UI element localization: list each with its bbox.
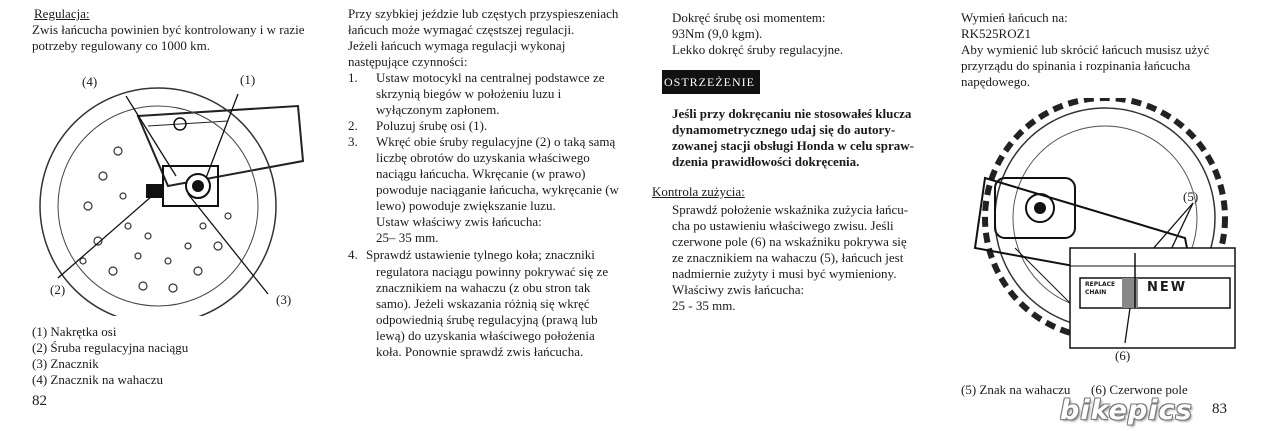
legend-item-4: (4) Znacznik na wahaczu — [32, 372, 164, 387]
callout-5: (5) — [1183, 189, 1199, 204]
step-4-line: samo). Jeżeli wskazania różnią się wkręć — [376, 296, 590, 311]
column-instructions — [344, 0, 622, 431]
torque-line-3: Lekko dokręć śruby regulacyjne. — [672, 42, 844, 57]
legend-item-6: (6) Czerwone pole — [1091, 382, 1188, 397]
col2-intro-4: następujące czynności: — [348, 54, 468, 69]
step-4-line: znacznikiem na wahaczu (z obu stron tak — [376, 280, 591, 295]
wear-text-line: 25 - 35 mm. — [672, 298, 736, 313]
gauge-label-replace: REPLACE — [1085, 281, 1116, 288]
replace-line-1: Wymień łańcuch na: — [961, 10, 1068, 25]
watermark-logo: bikepics — [1060, 395, 1193, 426]
col2-intro-1: Przy szybkiej jeździe lub częstych przyspieszeniach — [348, 6, 619, 21]
gauge-label-chain: CHAIN — [1085, 289, 1107, 296]
column-torque-warning — [648, 0, 920, 431]
wear-text-line: nadmiernie zużyty i musi być wymieniony. — [672, 266, 897, 281]
replace-line-3: Aby wymienić lub skrócić łańcuch musisz użyć — [961, 42, 1210, 57]
replace-line-4: przyrządu do spinania i rozpinania łańcucha — [961, 58, 1191, 73]
warning-text-line: dzenia prawidłowości dokręcenia. — [672, 154, 860, 169]
column-left — [28, 0, 318, 431]
step-1-line: skrzynią biegów w położeniu luzu i — [376, 86, 562, 101]
step-1-number: 1. — [348, 70, 358, 85]
warning-text-line: zowanej stacji obsługi Honda w celu spraw- — [672, 138, 914, 153]
wear-text-line: Właściwy zwis łańcucha: — [672, 282, 805, 297]
section-heading-regulation: Regulacja: — [34, 6, 90, 21]
step-4-number: 4. — [348, 247, 358, 262]
step-4-line: lewą) do uzyskania właściwego położenia — [376, 328, 595, 343]
step-3-line: Wkręć obie śruby regulacyjne (2) o taką samą — [376, 134, 616, 149]
wear-text-line: ze znacznikiem na wahaczu (5), łańcuch jest — [672, 250, 904, 265]
column-right — [955, 0, 1245, 431]
step-1-line: wyłączonym zapłonem. — [376, 102, 500, 117]
step-3-line: liczbę obrotów do uzyskania właściwego — [376, 150, 590, 165]
step-1-line: Ustaw motocykl na centralnej podstawce ze — [376, 70, 605, 85]
replace-line-5: napędowego. — [961, 74, 1030, 89]
warning-text-line: Jeśli przy dokręcaniu nie stosowałeś klucza — [672, 106, 912, 121]
legend-item-3: (3) Znacznik — [32, 356, 99, 371]
step-4-line: regulatora naciągu powinny pokrywać się ze — [376, 264, 609, 279]
col2-intro-3: Jeżeli łańcuch wymaga regulacji wykonaj — [348, 38, 566, 53]
warning-text-line: dynamometrycznego udaj się do autory- — [672, 122, 896, 137]
step-3-line: naciągu łańcucha. Wkręcanie (w prawo) — [376, 166, 586, 181]
callout-6: (6) — [1115, 348, 1131, 363]
wear-text-line: czerwone pole (6) na wskaźniku pokrywa się — [672, 234, 907, 249]
chain-wear-indicator-illustration — [955, 98, 1245, 368]
intro-line-2: potrzeby regulowany co 1000 km. — [32, 38, 210, 53]
callout-4: (4) — [82, 74, 98, 89]
step-4-line: Sprawdź ustawienie tylnego koła; znaczniki — [366, 247, 595, 262]
legend-item-1: (1) Nakrętka osi — [32, 324, 117, 339]
step-2-number: 2. — [348, 118, 358, 133]
step-3-number: 3. — [348, 134, 358, 149]
step-3-line: 25– 35 mm. — [376, 230, 439, 245]
intro-line-1: Zwis łańcucha powinien być kontrolowany i w razie — [32, 22, 305, 37]
step-4-line: odpowiednią śrubę regulacyjną (prawą lub — [376, 312, 598, 327]
rear-wheel-adjuster-illustration — [28, 66, 318, 316]
replace-line-2: RK525ROZ1 — [961, 26, 1032, 41]
page-number-right: 83 — [1212, 401, 1227, 417]
wear-check-heading: Kontrola zużycia: — [652, 184, 745, 199]
step-4-line: koła. Ponownie sprawdź zwis łańcucha. — [376, 344, 584, 359]
step-3-line: lewo) powoduje zwiększanie luzu. — [376, 198, 556, 213]
page-number-left: 82 — [32, 393, 47, 409]
legend-item-5: (5) Znak na wahaczu — [961, 382, 1071, 397]
step-2-line: Poluzuj śrubę osi (1). — [376, 118, 488, 133]
col2-intro-2: łańcuch może wymagać częstszej regulacji. — [348, 22, 575, 37]
step-3-line: Ustaw właściwy zwis łańcucha: — [376, 214, 542, 229]
callout-2: (2) — [50, 282, 66, 297]
wear-text-line: cha po ustawieniu właściwego zwisu. Jeśli — [672, 218, 894, 233]
torque-line-2: 93Nm (9,0 kgm). — [672, 26, 763, 41]
torque-line-1: Dokręć śrubę osi momentem: — [672, 10, 826, 25]
step-3-line: powoduje naciąganie łańcucha, wykręcanie (w — [376, 182, 619, 197]
callout-3: (3) — [276, 292, 292, 307]
gauge-label-new: NEW — [1147, 280, 1188, 295]
warning-label: OSTRZEŻENIE — [662, 70, 760, 94]
wear-text-line: Sprawdź położenie wskaźnika zużycia łańcu- — [672, 202, 909, 217]
callout-1: (1) — [240, 72, 256, 87]
legend-item-2: (2) Śruba regulacyjna naciągu — [32, 340, 189, 355]
